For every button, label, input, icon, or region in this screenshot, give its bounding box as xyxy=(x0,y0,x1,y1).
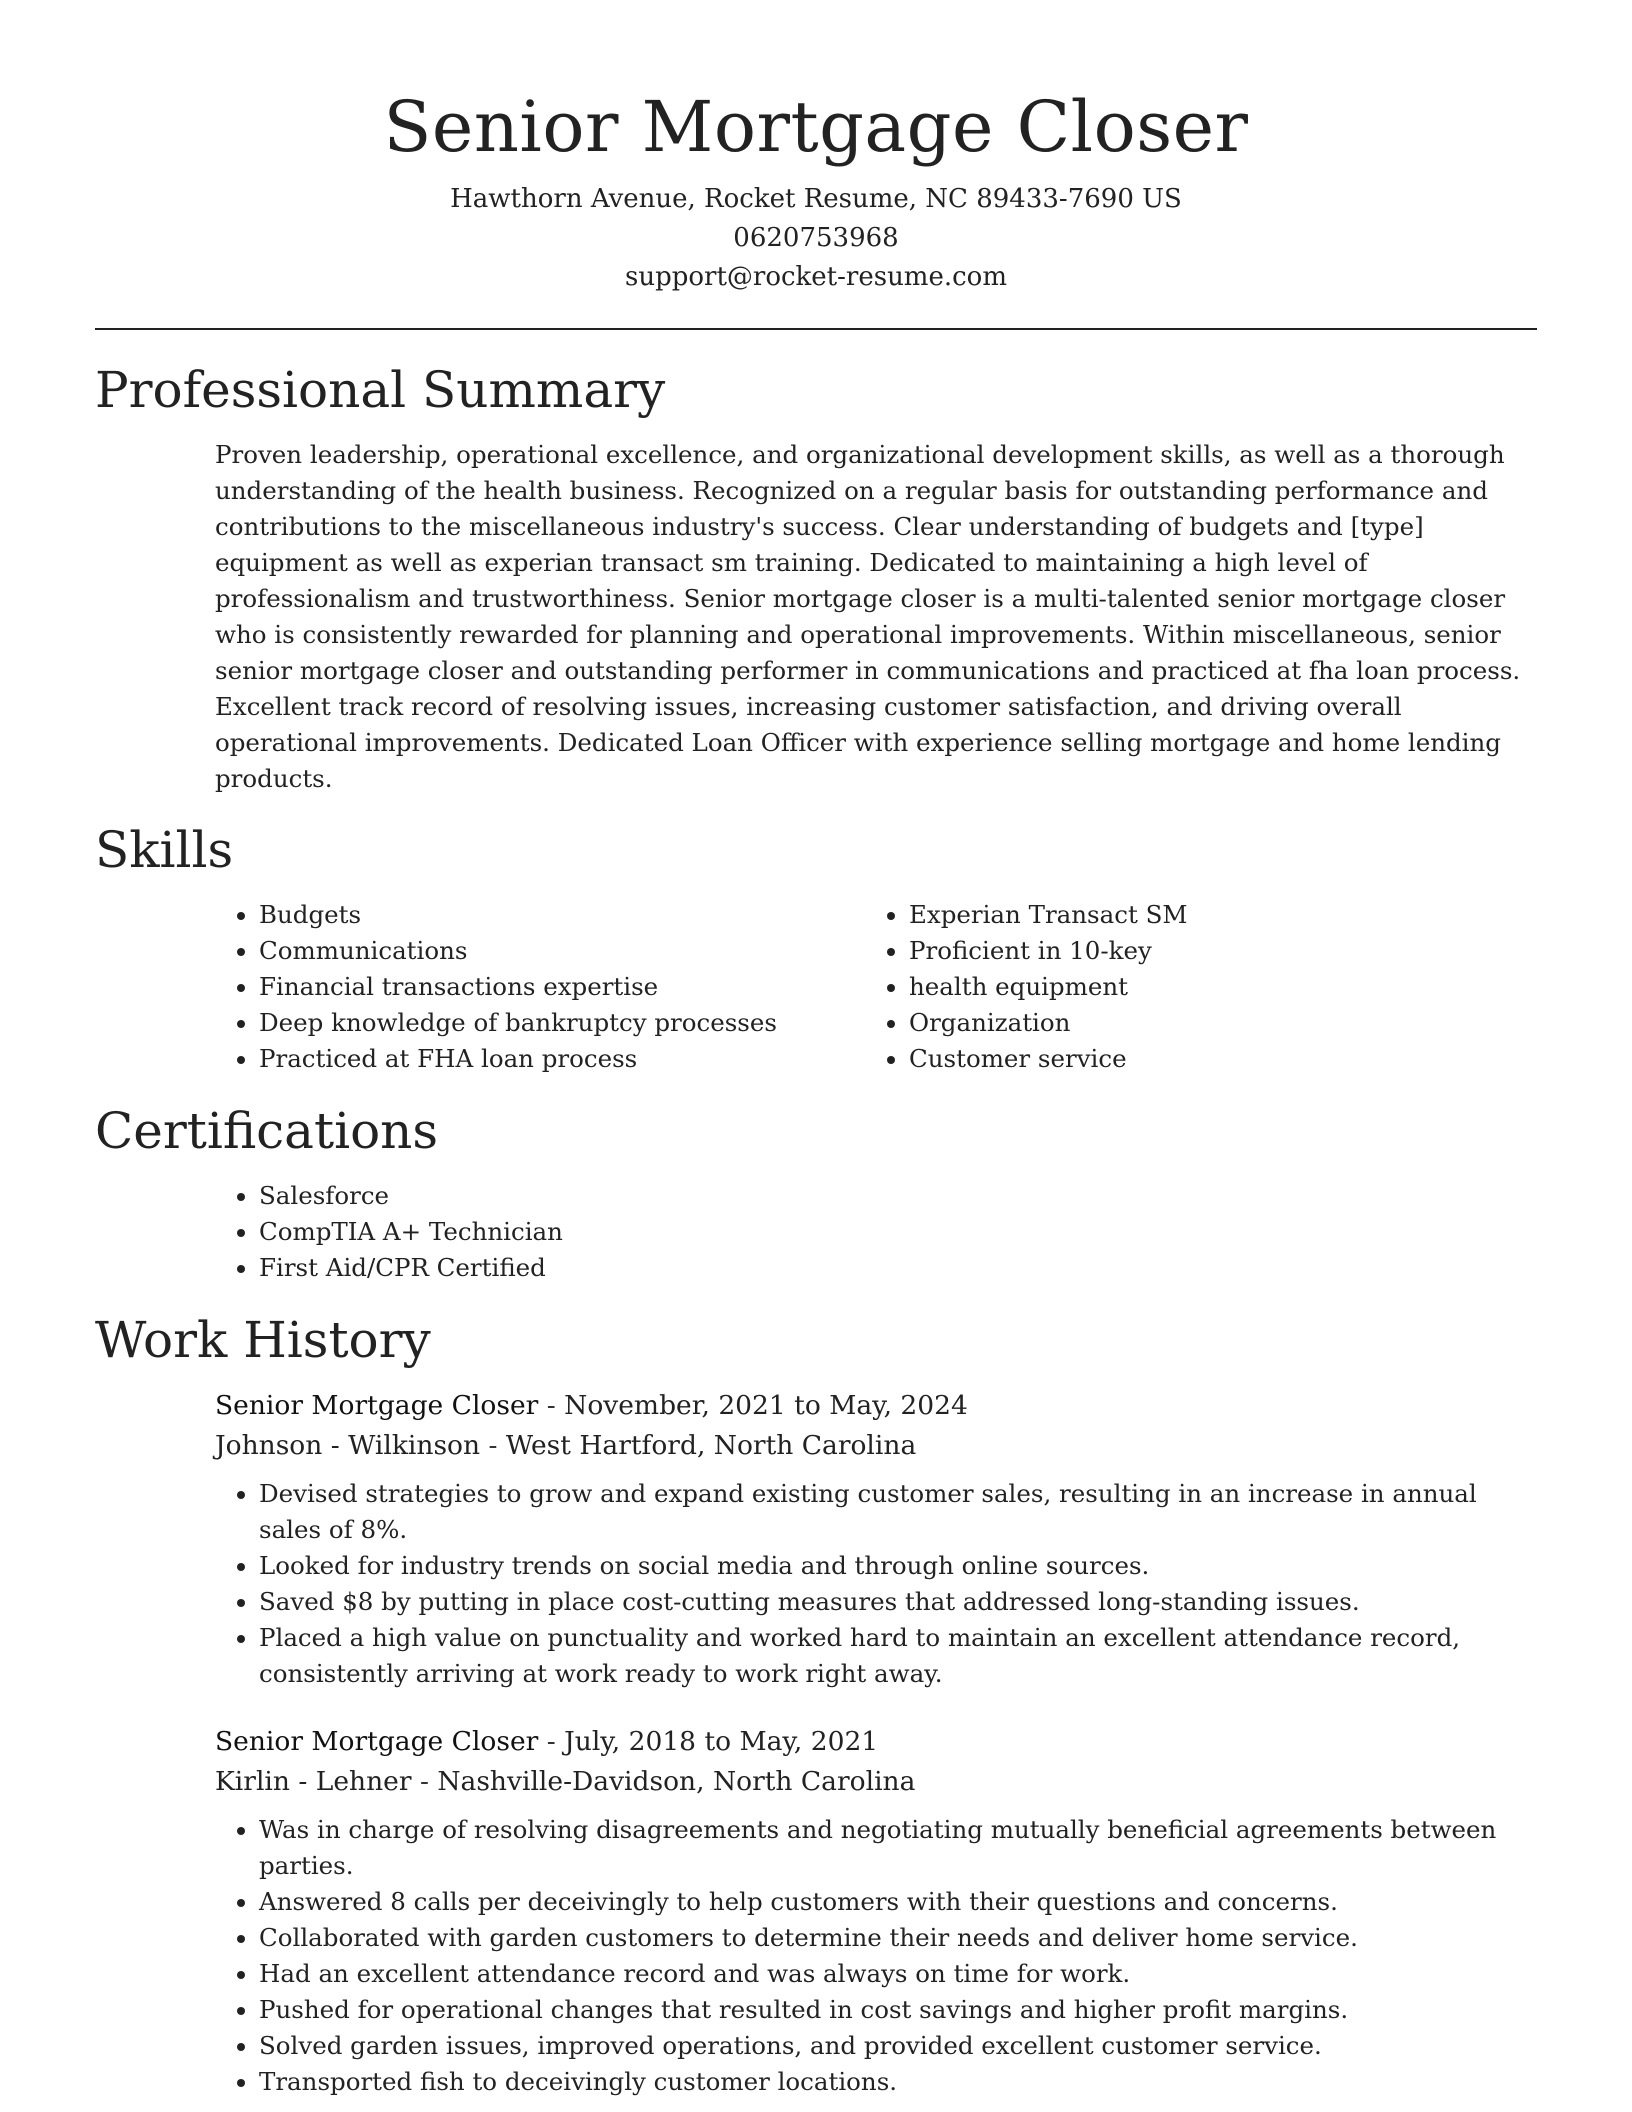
certification-item: • Salesforce xyxy=(259,1178,1537,1214)
job-location: West Hartford, North Carolina xyxy=(505,1430,917,1461)
skills-heading: Skills xyxy=(95,821,234,879)
job-company: Johnson - Wilkinson xyxy=(215,1430,481,1461)
job-company: Kirlin - Lehner xyxy=(215,1766,412,1797)
skill-item: • health equipment xyxy=(909,969,1515,1005)
skill-item: • Customer service xyxy=(909,1041,1515,1077)
contact-block xyxy=(95,180,1537,297)
summary-text: Proven leadership, operational excellence, and organizational development skills, as well as a thorough understanding of the health business. Recognized on a regular basis for outstanding performance and contributions to the miscellaneous industry's success. Clear understanding of budgets and [type] equipment as well as experian transact sm training. Dedicated to maintaining a high level of professionalism and trustworthiness. Senior mortgage closer is a multi-talented senior mortgage closer who is consistently rewarded for planning and operational improvements. Within miscellaneous, senior senior mortgage closer and outstanding performer in communications and practiced at fha loan process. Excellent track record of resolving issues, increasing customer satisfaction, and driving overall operational improvements. Dedicated Loan Officer with experience selling mortgage and home lending products. xyxy=(215,440,1521,793)
job-location: Nashville-Davidson, North Carolina xyxy=(437,1766,916,1797)
skill-item: • Budgets xyxy=(259,897,865,933)
skill-item: • Practiced at FHA loan process xyxy=(259,1041,865,1077)
contact-address: Hawthorn Avenue, Rocket Resume, NC 89433-7690 US xyxy=(450,184,1182,214)
summary-heading: Professional Summary xyxy=(95,361,666,419)
job-title-line: Senior Mortgage Closer - November, 2021 to May, 2024 xyxy=(215,1390,968,1421)
contact-phone: 0620753968 xyxy=(733,223,899,253)
job-entry xyxy=(215,1386,1537,1692)
job-bullets xyxy=(215,1812,1537,2100)
job-title: Senior Mortgage Closer xyxy=(215,1390,539,1421)
job-company-line: Johnson - Wilkinson - West Hartford, North Carolina xyxy=(215,1430,917,1461)
certification-item: • First Aid/CPR Certified xyxy=(259,1250,1537,1286)
certifications-heading: Certifications xyxy=(95,1102,439,1160)
skill-item: • Experian Transact SM xyxy=(909,897,1515,933)
job-bullet: • Looked for industry trends on social media and through online sources. xyxy=(259,1548,1537,1584)
job-bullet: • Pushed for operational changes that resulted in cost savings and higher profit margins. xyxy=(259,1992,1537,2028)
job-dates: July, 2018 to May, 2021 xyxy=(564,1726,879,1757)
job-bullet: • Placed a high value on punctuality and worked hard to maintain an excellent attendance record, consistently arriving at work ready to work right away. xyxy=(259,1620,1537,1692)
job-bullet: • Devised strategies to grow and expand existing customer sales, resulting in an increase in annual sales of 8%. xyxy=(259,1476,1537,1548)
skills-grid xyxy=(215,897,1537,1077)
job-title: Senior Mortgage Closer xyxy=(215,1726,539,1757)
job-bullet: • Had an excellent attendance record and was always on time for work. xyxy=(259,1956,1537,1992)
job-entry xyxy=(215,1722,1537,2100)
certifications-list xyxy=(215,1178,1537,1286)
job-bullet: • Answered 8 calls per deceivingly to help customers with their questions and concerns. xyxy=(259,1884,1537,1920)
header-divider xyxy=(95,328,1537,330)
job-bullets xyxy=(215,1476,1537,1692)
job-dates: November, 2021 to May, 2024 xyxy=(564,1390,968,1421)
job-title-line: Senior Mortgage Closer - July, 2018 to May, 2021 xyxy=(215,1726,879,1757)
job-bullet: • Solved garden issues, improved operations, and provided excellent customer service. xyxy=(259,2028,1537,2064)
skill-item: • Organization xyxy=(909,1005,1515,1041)
skills-column-right xyxy=(865,897,1515,1077)
resume-page xyxy=(95,0,1537,2100)
contact-email[interactable]: support@rocket-resume.com xyxy=(624,262,1007,292)
job-bullet: • Saved $8 by putting in place cost-cutting measures that addressed long-standing issues. xyxy=(259,1584,1537,1620)
skill-item: • Proficient in 10-key xyxy=(909,933,1515,969)
skill-item: • Communications xyxy=(259,933,865,969)
skills-column-left xyxy=(215,897,865,1077)
skill-item: • Deep knowledge of bankruptcy processes xyxy=(259,1005,865,1041)
skill-item: • Financial transactions expertise xyxy=(259,969,865,1005)
resume-name: Senior Mortgage Closer xyxy=(383,86,1249,168)
job-bullet: • Was in charge of resolving disagreements and negotiating mutually beneficial agreements between parties. xyxy=(259,1812,1537,1884)
job-company-line: Kirlin - Lehner - Nashville-Davidson, North Carolina xyxy=(215,1766,916,1797)
certification-item: • CompTIA A+ Technician xyxy=(259,1214,1537,1250)
job-bullet: • Collaborated with garden customers to determine their needs and deliver home service. xyxy=(259,1920,1537,1956)
job-bullet: • Transported fish to deceivingly customer locations. xyxy=(259,2064,1537,2100)
work-history-heading: Work History xyxy=(95,1311,431,1369)
